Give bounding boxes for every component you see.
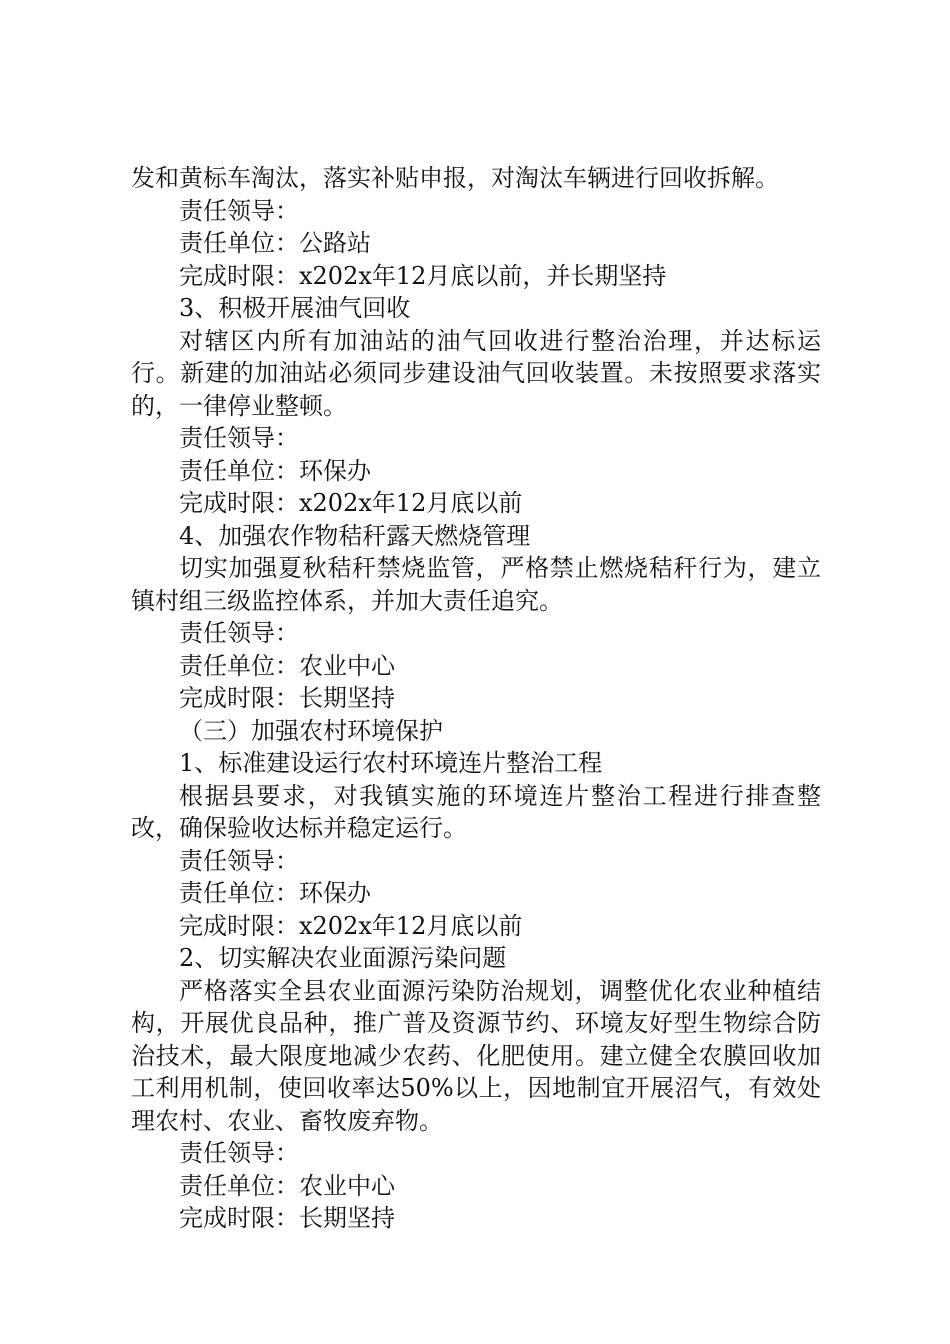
paragraph: 责任单位：农业中心 [179, 651, 395, 680]
paragraph: 切实加强夏秋秸秆禁烧监管，严格禁止燃烧秸秆行为，建立镇村组三级监控体系，并加大责任追究。 [131, 554, 821, 615]
paragraph: 发和黄标车淘汰，落实补贴申报，对淘汰车辆进行回收拆解。 [131, 164, 779, 192]
paragraph: 责任单位：农业中心 [179, 1171, 395, 1200]
paragraph: 责任单位：公路站 [179, 229, 371, 257]
paragraph: 责任领导： [179, 1139, 299, 1167]
paragraph: 完成时限：x202x年12月底以前，并长期坚持 [179, 261, 667, 290]
paragraph: 完成时限：长期坚持 [179, 684, 395, 712]
paragraph: 4、加强农作物秸秆露天燃烧管理 [179, 521, 531, 550]
paragraph: 责任领导： [179, 846, 299, 875]
paragraph: 2、切实解决农业面源污染问题 [179, 944, 507, 972]
paragraph: 责任单位：环保办 [179, 456, 371, 485]
paragraph: 根据县要求，对我镇实施的环境连片整治工程进行排查整改，确保验收达标并稳定运行。 [131, 781, 821, 842]
paragraph: 责任领导： [179, 619, 299, 647]
paragraph: 严格落实全县农业面源污染防治规划，调整优化农业种植结构，开展优良品种，推广普及资源节约、环境友好型生物综合防治技术，最大限度地减少农药、化肥使用。建立健全农膜回收加工利用机制，使回收率达50%以上，因地制宜开展沼气，有效处理农村、农业、畜牧废弃物。 [131, 976, 821, 1135]
document-page [131, 162, 821, 1235]
paragraph: 1、标准建设运行农村环境连片整治工程 [179, 749, 603, 777]
paragraph: 责任领导： [179, 196, 299, 225]
paragraph: 责任领导： [179, 424, 299, 452]
paragraph: 完成时限：长期坚持 [179, 1204, 395, 1232]
paragraph: 3、积极开展油气回收 [179, 294, 411, 322]
paragraph: （三）加强农村环境保护 [179, 716, 443, 745]
paragraph: 责任单位：环保办 [179, 879, 371, 907]
paragraph: 对辖区内所有加油站的油气回收进行整治治理，并达标运行。新建的加油站必须同步建设油气回收装置。未按照要求落实的，一律停业整顿。 [131, 326, 821, 420]
paragraph: 完成时限：x202x年12月底以前 [179, 911, 523, 940]
paragraph: 完成时限：x202x年12月底以前 [179, 489, 523, 517]
